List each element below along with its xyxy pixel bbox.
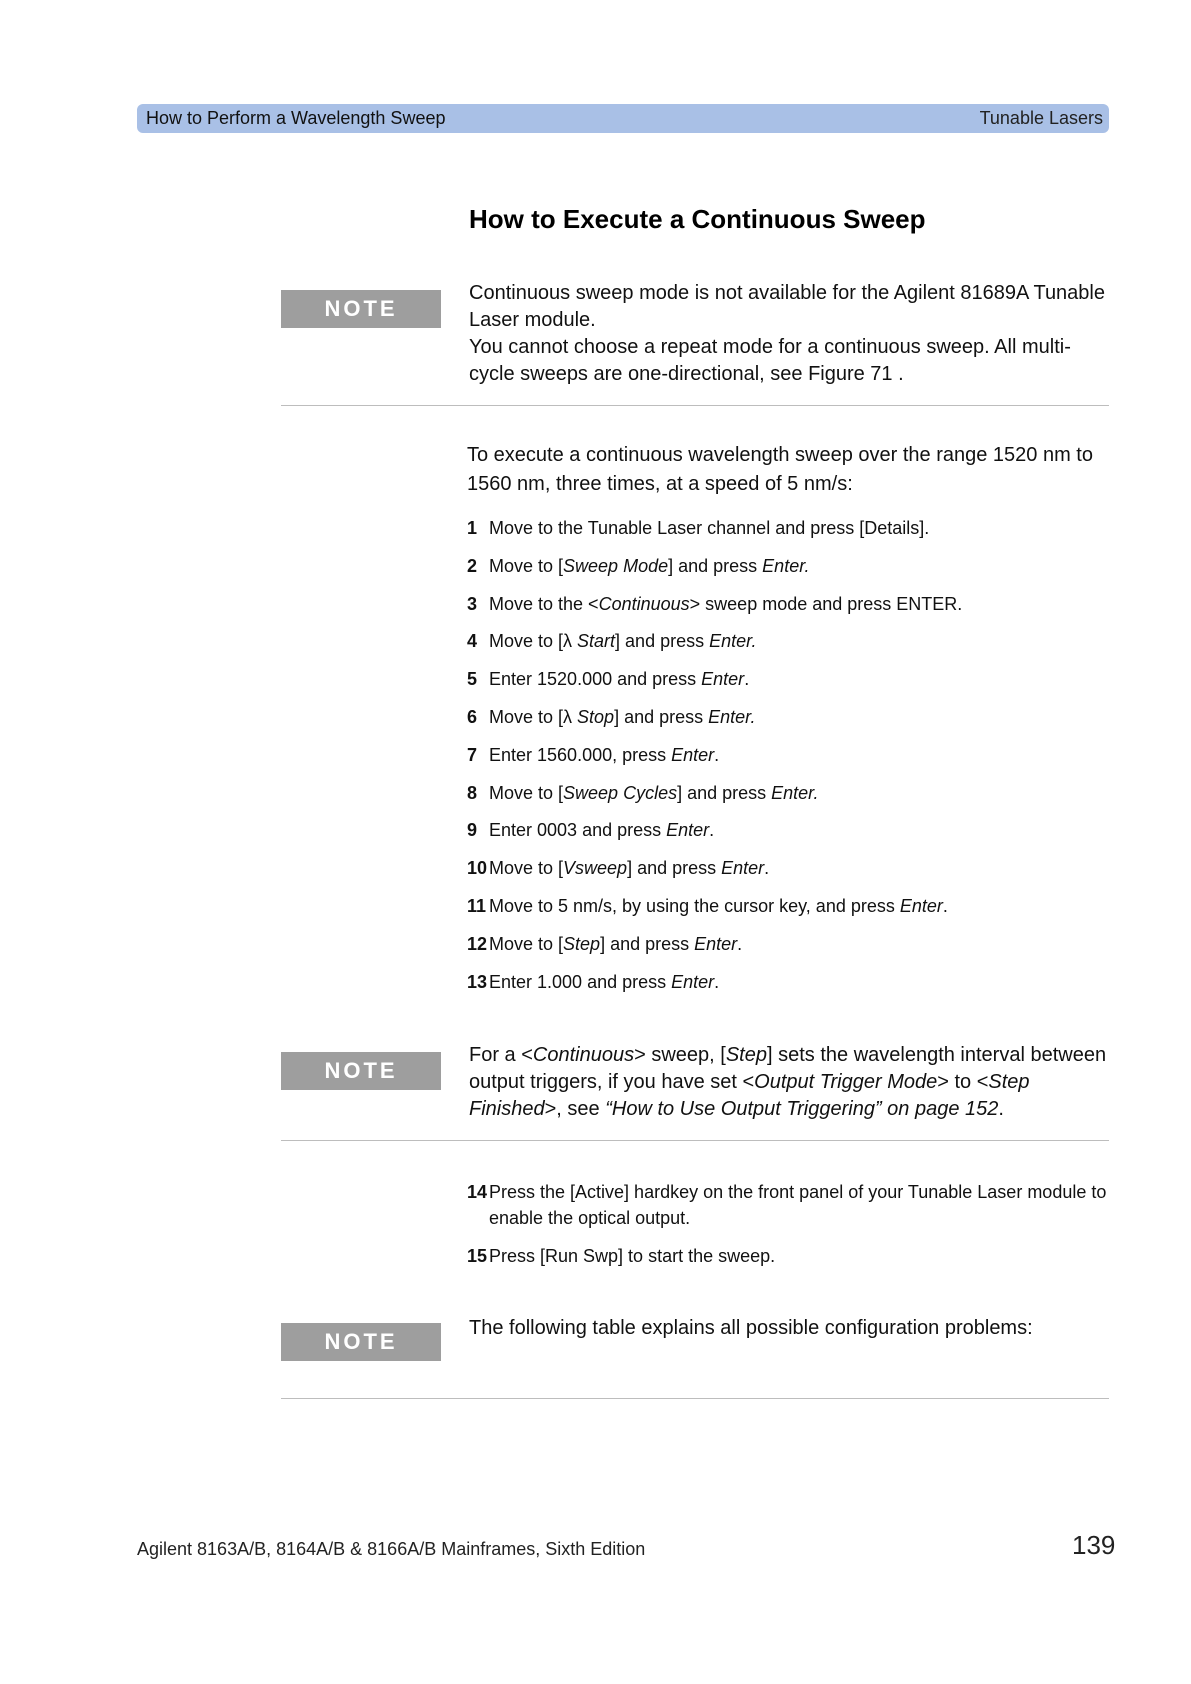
running-header-chapter: Tunable Lasers: [979, 108, 1103, 128]
step-text: Stop: [577, 706, 615, 727]
note-label: NOTE: [281, 1052, 441, 1090]
step-text: Enter 1.000 and press: [489, 971, 672, 992]
step-text: .: [714, 744, 720, 765]
note-text: [469, 1042, 1109, 1123]
note-text-segment: For a <: [469, 1044, 533, 1066]
step-number: 7: [467, 744, 478, 765]
step-text: Enter 1560.000, press: [489, 744, 672, 765]
step-text: Move to [λ: [489, 631, 578, 652]
step-number: 8: [467, 782, 478, 803]
step-text: Enter: [701, 669, 745, 690]
step-number: 13: [467, 971, 488, 992]
step-number: 15: [467, 1245, 488, 1266]
step-text: .: [714, 971, 720, 992]
step-text: .: [709, 820, 715, 841]
procedure-step: [467, 742, 1117, 768]
step-number: 3: [467, 593, 478, 614]
step-text: Enter: [899, 895, 943, 916]
step-text: Sweep Cycles: [563, 782, 678, 803]
step-text: .: [744, 669, 750, 690]
procedure-step: [467, 553, 1117, 579]
step-text: Enter.: [762, 555, 810, 576]
step-text: Move to 5 nm/s, by using the cursor key, and press: [489, 895, 900, 916]
step-text: Enter.: [708, 706, 756, 727]
step-number: 6: [467, 706, 478, 727]
procedure-steps-continued: [467, 1179, 1117, 1281]
step-number: 4: [467, 631, 478, 652]
step-text: Move to [: [489, 555, 564, 576]
note-text-segment: >, see: [544, 1098, 606, 1120]
note-text-segment: Continuous: [532, 1044, 635, 1066]
note-label: NOTE: [281, 290, 441, 328]
step-text: Press the [Active] hardkey on the front panel of your Tunable Laser module to enable the optical output.: [489, 1182, 1107, 1228]
step-text: Vsweep: [563, 858, 628, 879]
step-text: Continuous: [598, 593, 690, 614]
step-number: 1: [467, 518, 478, 538]
procedure-step: [467, 628, 1117, 654]
step-text: ] and press: [677, 782, 772, 803]
procedure-step: [467, 817, 1117, 843]
step-text: Move to the Tunable Laser channel and press [Details].: [489, 518, 930, 538]
step-number: 10: [467, 858, 488, 879]
intro-paragraph: To execute a continuous wavelength sweep over the range 1520 nm to 1560 nm, three times, at a speed of 5 nm/s:: [467, 444, 1093, 495]
divider: [281, 405, 1109, 406]
step-text: ] and press: [600, 933, 695, 954]
section-title: How to Execute a Continuous Sweep: [469, 204, 926, 234]
page-number: 139: [1072, 1530, 1116, 1560]
step-number: 11: [467, 895, 487, 916]
note-text-segment: Output Trigger Mode: [754, 1071, 938, 1093]
step-text: Enter: [666, 820, 710, 841]
note-line: Continuous sweep mode is not available for the Agilent 81689A Tunable Laser module.: [469, 282, 1105, 331]
step-text: ] and press: [627, 858, 722, 879]
divider: [281, 1140, 1109, 1141]
step-text: Move to [: [489, 858, 564, 879]
step-text: Enter.: [709, 631, 757, 652]
step-text: Enter.: [771, 782, 819, 803]
procedure-step: [467, 780, 1117, 806]
step-text: ] and press: [668, 555, 763, 576]
step-text: Enter 1520.000 and press: [489, 669, 702, 690]
procedure-step: [467, 704, 1117, 730]
step-number: 14: [467, 1182, 488, 1202]
step-text: Step: [563, 933, 601, 954]
procedure-step: [467, 855, 1117, 881]
step-text: > sweep mode and press ENTER.: [689, 593, 963, 614]
step-text: Enter: [671, 971, 715, 992]
step-text: Move to [: [489, 933, 564, 954]
step-text: Move to [: [489, 782, 564, 803]
step-text: Move to the <: [489, 593, 599, 614]
note-line: You cannot choose a repeat mode for a continuous sweep. All multi-cycle sweeps are one-directional, see Figure 71 .: [469, 336, 1071, 385]
step-number: 12: [467, 933, 488, 954]
procedure-step: [467, 1179, 1117, 1231]
note-line: The following table explains all possible configuration problems:: [469, 1317, 1033, 1339]
note-text-segment: Step Finished: [469, 1071, 1030, 1120]
note-text-segment: > to <: [937, 1071, 989, 1093]
procedure-step: [467, 893, 1117, 919]
running-header-section: How to Perform a Wavelength Sweep: [146, 108, 446, 128]
note-text-segment: ] sets the wavelength interval between output triggers, if you have set <: [469, 1044, 1107, 1093]
step-text: Enter 0003 and press: [489, 820, 667, 841]
procedure-step: [467, 515, 1117, 541]
note-text-segment: Step: [725, 1044, 767, 1066]
step-text: Press [Run Swp] to start the sweep.: [489, 1245, 776, 1266]
step-number: 2: [467, 555, 478, 576]
step-number: 9: [467, 820, 478, 841]
procedure-step: [467, 969, 1117, 995]
procedure-steps: [467, 515, 1117, 1006]
step-text: Sweep Mode: [563, 555, 669, 576]
note-text-segment: .: [998, 1098, 1004, 1120]
procedure-step: [467, 666, 1117, 692]
step-text: ] and press: [615, 631, 710, 652]
note-text: [469, 1315, 1109, 1342]
note-text: [469, 280, 1109, 388]
procedure-step: [467, 1243, 1117, 1269]
procedure-step: [467, 591, 1117, 617]
step-text: .: [942, 895, 948, 916]
step-text: Move to [λ: [489, 706, 578, 727]
step-text: .: [764, 858, 770, 879]
step-text: Enter: [671, 744, 715, 765]
step-number: 5: [467, 669, 478, 690]
step-text: Enter: [694, 933, 738, 954]
step-text: Start: [577, 631, 616, 652]
note-text-segment: > sweep, [: [634, 1044, 726, 1066]
note-text-segment: “How to Use Output Triggering” on page 152: [605, 1098, 999, 1120]
step-text: ] and press: [614, 706, 709, 727]
footer-manual-title: Agilent 8163A/B, 8164A/B & 8166A/B Mainframes, Sixth Edition: [137, 1539, 646, 1559]
procedure-step: [467, 931, 1117, 957]
note-label: NOTE: [281, 1323, 441, 1361]
divider: [281, 1398, 1109, 1399]
step-text: Enter: [721, 858, 765, 879]
step-text: .: [737, 933, 743, 954]
